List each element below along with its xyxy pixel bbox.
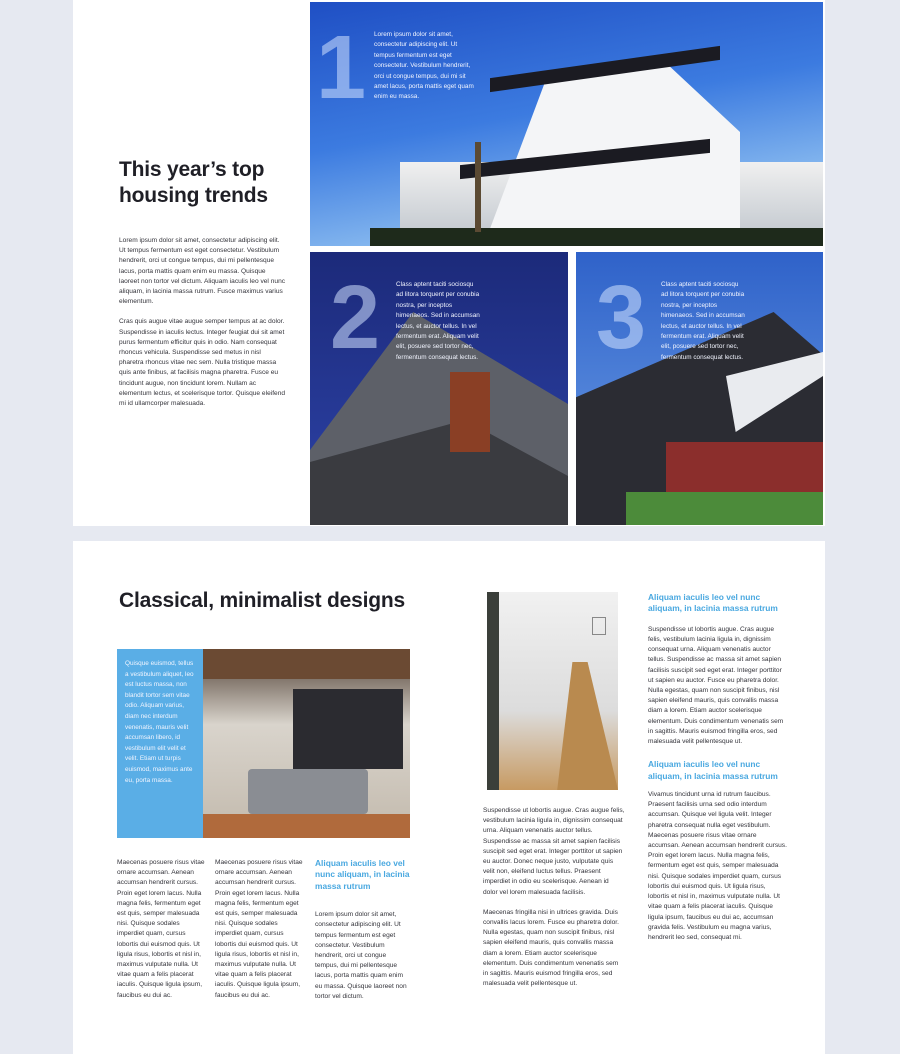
page-minimalist-designs (73, 541, 825, 1054)
column-2-text: Maecenas posuere risus vitae ornare accumsan. Aenean accumsan hendrerit cursus. Proin eget lorem lacus. Nulla magna felis, fermentum eget est quis, semper malesuada nisi. Quisque sodales imperdiet quam, cursus lobortis dui euismod quis. Ut ligula risus, lobortis et nisl in, maximus vulputate nulla. Ut vitae quam a felis placerat iaculis. Quisque ligula ipsum, faucibus eu dui ac. (215, 859, 303, 999)
paragraph: Maecenas fringilla nisi in ultrices gravida. Duis convallis lacus lorem. Fusce eu pharetra dolor. Nulla egestas, quam non suscipit finibus, nisl sapien eleifend mauris, quis convallis massa diam a lorem. Etiam auctor scelerisque elementum. Duis condimentum venenatis sem in sagittis. Mauris euismod fringilla eros, sed malesuada velit pellentesque ut. (483, 908, 619, 988)
column-3-text: Lorem ipsum dolor sit amet, consectetur adipiscing elit. Ut tempus fermentum est eget consectetur. Vestibulum hendrerit, orci ut congue tempus, dui mi pellentesque lacus, porta mattis quam enim eu massa. Quisque laoreet non tortor vel dictum. (315, 911, 407, 1000)
column-3-heading: Aliquam iaculis leo vel nunc aliquam, in lacinia massa rutrum (315, 858, 410, 891)
trend-text: Lorem ipsum dolor sit amet, consectetur adipiscing elit. Ut tempus fermentum est eget consectetur. Vestibulum hendrerit, orci ut congue tempus, dui mi sit amet lacus, porta mattis eget quam enim eu massa. (374, 31, 474, 101)
middle-text (483, 806, 625, 999)
column-1-text: Maecenas posuere risus vitae ornare accumsan. Aenean accumsan hendrerit cursus. Proin eget lorem lacus. Nulla magna felis, fermentum eget est quis, semper malesuada nisi. Quisque sodales imperdiet quam, cursus lobortis dui euismod quis. Ut ligula risus, lobortis et nisl in, maximus vulputate nulla. Ut vitae quam a felis placerat iaculis. Quisque ligula ipsum, faucibus eu dui ac. (117, 859, 205, 999)
trend-number: 3 (596, 268, 647, 368)
intro-text (119, 236, 287, 419)
trend-3-photo (576, 252, 823, 525)
callout-box: Quisque euismod, tellus a vestibulum aliquet, leo est luctus massa, non blandit tortor sem vitae odio. Aliquam varius, diam nec interdum venenatis, mauris velit accumsan libero, id vestibulum elit velit et velit. Etiam ut turpis euismod, maximus ante eu, porta massa. (117, 649, 203, 838)
column-3 (315, 858, 410, 1002)
living-room-photo (203, 649, 410, 838)
right-text-2: Vivamus tincidunt urna id rutrum faucibus. Praesent facilisis urna sed odio interdum accumsan. Quisque vel ligula velit. Integer pharetra consequat nulla eget vestibulum. Maecenas posuere risus vitae ornare accumsan. Aenean accumsan hendrerit cursus. Proin eget lorem lacus. Nulla magna felis, fermentum eget est quis, semper malesuada nisi. Quisque sodales imperdiet quam, cursus lobortis dui euismod quis. Ut ligula risus, lobortis et nisl in, maximus vulputate nulla. Ut vitae quam a felis placerat iaculis. Quisque ligula ipsum, faucibus eu dui ac, accumsan gravida felis. Vestibulum eu magna varius, hendrerit leo sed, consequat mi. (648, 791, 787, 941)
right-text-1: Suspendisse ut lobortis augue. Cras augue felis, vestibulum lacinia ligula in, dignissim consequat urna. Aliquam venenatis auctor tellus. Suspendisse ac massa sit amet sapien facilisis suscipit sed eget erat. Integer porttitor ut sapien eu auctor. Fusce eu pharetra dolor. Nulla egestas, quam non suscipit finibus, nisl sapien eleifend mauris, quis convallis massa diam a lorem. Etiam auctor scelerisque elementum. Duis condimentum venenatis sem in sagittis. Mauris euismod fringilla eros, sed malesuada velit pellentesque ut. (648, 625, 784, 746)
trend-text: Class aptent taciti sociosqu ad litora torquent per conubia nostra, per inceptos himenaeos. Sed in accumsan lectus, et auctor tellus. In vel fermentum erat. Aliquam velit elit, posuere sed tortor nec, fermentum consequat lectus. (661, 281, 745, 361)
staircase-photo (487, 592, 618, 790)
paragraph: Suspendisse ut lobortis augue. Cras augue felis, vestibulum lacinia ligula in, dignissim consequat urna. Aliquam venenatis auctor tellus. Suspendisse ac massa sit amet sapien facilisis suscipit sed eget erat. Integer porttitor ut sapien eu auctor. Donec neque justo, vulputate quis velit non, eleifend luctus tellus. Praesent imperdiet in odio eu scelerisque. Aenean id dolor vel lorem malesuada facilisis. (483, 807, 625, 896)
trend-number: 2 (330, 268, 381, 368)
paragraph: Cras quis augue vitae augue semper tempus at ac dolor. Suspendisse in iaculis lectus. Integer feugiat dui sit amet purus fermentum efficitur quis in odio. Nam consequat rhoncus vehicula. Suspendisse sed metus in nisl pharetra rhoncus vitae nec sem. Nulla tristique massa quis ante finibus, at facilisis magna pharetra. Fusce eu tincidunt augue, non tincidunt lorem. Nullam ac elementum lectus, et scelerisque tortor. Quisque eleifend mi id ullamcorper malesuada. (119, 318, 286, 408)
trend-2-photo (310, 252, 568, 525)
trend-1-photo (310, 2, 823, 246)
page-housing-trends (73, 0, 825, 526)
page-title: Classical, minimalist designs (119, 589, 405, 612)
trend-text: Class aptent taciti sociosqu ad litora torquent per conubia nostra, per inceptos himenaeos. Sed in accumsan lectus, et auctor tellus. In vel fermentum erat. Aliquam velit elit, posuere sed tortor nec, fermentum consequat lectus. (396, 281, 480, 361)
right-column (648, 592, 788, 943)
page-title: This year’s top housing trends (119, 158, 268, 207)
right-heading-1: Aliquam iaculis leo vel nunc aliquam, in lacinia massa rutrum (648, 592, 778, 614)
trend-number: 1 (316, 18, 367, 118)
paragraph: Lorem ipsum dolor sit amet, consectetur adipiscing elit. Ut tempus fermentum est eget consectetur. Vestibulum hendrerit, orci ut congue tempus, dui mi pellentesque lacus, porta mattis quam enim eu massa. Quisque laoreet non tortor vel dictum. Aliquam iaculis leo vel nunc aliquam, in lacinia massa rutrum. Fusce maximus varius elementum. (119, 237, 286, 306)
right-heading-2: Aliquam iaculis leo vel nunc aliquam, in lacinia massa rutrum (648, 759, 778, 781)
